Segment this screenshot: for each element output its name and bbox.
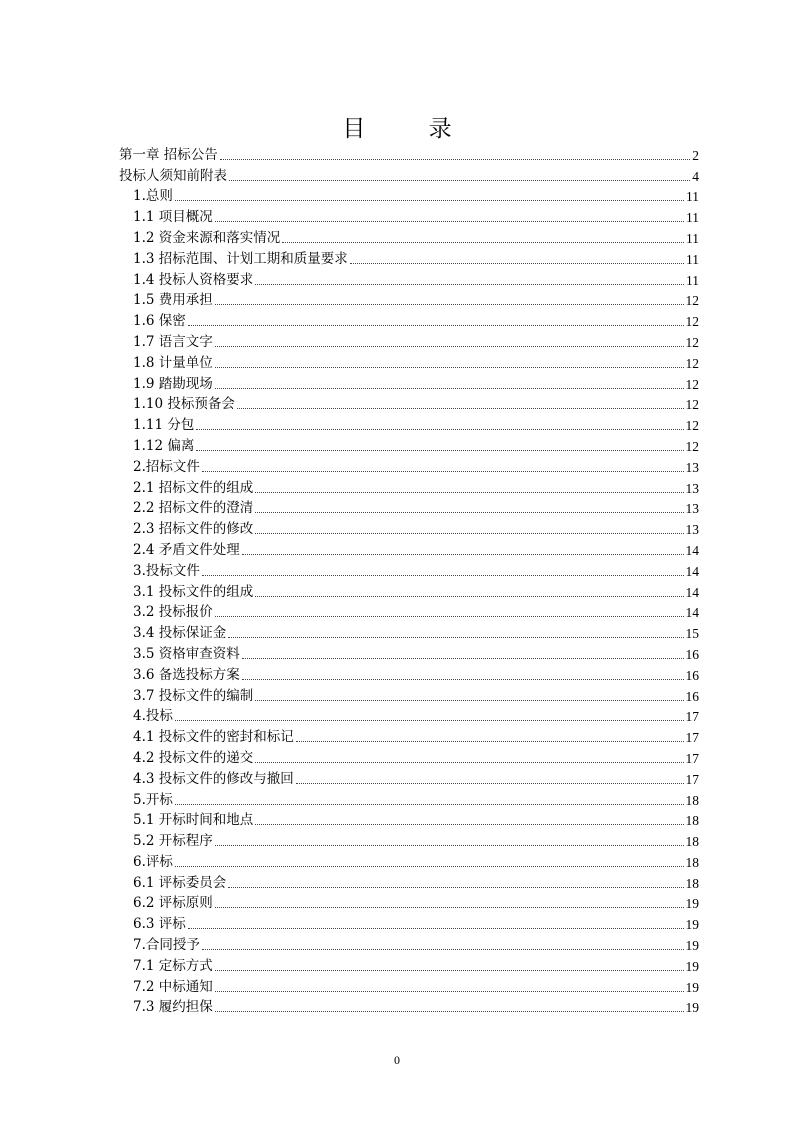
toc-entry-page: 18: [685, 792, 699, 808]
toc-entry-label: 1.6 保密: [133, 313, 186, 330]
toc-entry-page: 11: [686, 251, 699, 267]
toc-entry-page: 19: [685, 938, 699, 954]
toc-entry-page: 19: [685, 979, 699, 995]
toc-entry-label: 1.5 费用承担: [133, 292, 213, 309]
toc-entry[interactable]: [119, 455, 699, 476]
toc-entry[interactable]: [119, 829, 699, 850]
toc-entry[interactable]: [119, 497, 699, 518]
toc-entry-page: 13: [685, 522, 699, 538]
toc-entry-label: 3.2 投标报价: [133, 604, 213, 621]
toc-entry-label: 1.3 招标范围、计划工期和质量要求: [133, 250, 348, 267]
toc-entry[interactable]: [119, 580, 699, 601]
toc-leader-dots: [237, 407, 684, 409]
toc-entry-page: 17: [685, 709, 699, 725]
toc-entry-page: 13: [685, 480, 699, 496]
toc-entry-label: 4.1 投标文件的密封和标记: [133, 729, 294, 746]
toc-leader-dots: [228, 886, 683, 888]
toc-entry[interactable]: [119, 538, 699, 559]
toc-entry[interactable]: [119, 809, 699, 830]
toc-entry-label: 投标人须知前附表: [119, 167, 227, 184]
toc-entry-label: 1.1 项目概况: [133, 209, 213, 226]
toc-leader-dots: [188, 927, 684, 929]
toc-entry[interactable]: [119, 912, 699, 933]
toc-leader-dots: [215, 844, 684, 846]
toc-leader-dots: [175, 719, 684, 721]
toc-leader-dots: [229, 179, 690, 181]
toc-entry-page: 14: [685, 584, 699, 600]
toc-leader-dots: [215, 990, 684, 992]
toc-entry-page: 17: [685, 771, 699, 787]
toc-entry-page: 2: [692, 147, 699, 163]
toc-entry[interactable]: [119, 705, 699, 726]
toc-entry[interactable]: [119, 309, 699, 330]
toc-entry-label: 3.7 投标文件的编制: [133, 687, 254, 704]
toc-entry[interactable]: [119, 164, 699, 185]
toc-leader-dots: [175, 199, 684, 201]
toc-entry[interactable]: [119, 226, 699, 247]
toc-leader-dots: [255, 532, 683, 534]
toc-entry-label: 7.3 履约担保: [133, 999, 213, 1016]
toc-entry[interactable]: [119, 476, 699, 497]
toc-leader-dots: [220, 158, 690, 160]
toc-leader-dots: [188, 324, 684, 326]
toc-entry-label: 3.1 投标文件的组成: [133, 583, 254, 600]
toc-entry[interactable]: [119, 933, 699, 954]
toc-entry[interactable]: [119, 393, 699, 414]
toc-entry[interactable]: [119, 746, 699, 767]
toc-entry-label: 1.12 偏离: [133, 437, 195, 454]
toc-entry-label: 3.5 资格审查资料: [133, 645, 240, 662]
toc-leader-dots: [215, 387, 684, 389]
toc-entry-label: 4.投标: [133, 708, 173, 725]
toc-entry-label: 2.1 招标文件的组成: [133, 479, 254, 496]
toc-entry[interactable]: [119, 663, 699, 684]
toc-entry[interactable]: [119, 767, 699, 788]
toc-entry[interactable]: [119, 268, 699, 289]
toc-entry[interactable]: [119, 850, 699, 871]
toc-entry-label: 4.2 投标文件的递交: [133, 749, 254, 766]
toc-entry-label: 6.评标: [133, 853, 173, 870]
toc-entry-page: 12: [685, 418, 699, 434]
toc-entry-label: 2.2 招标文件的澄清: [133, 500, 254, 517]
toc-leader-dots: [228, 636, 683, 638]
toc-leader-dots: [255, 491, 683, 493]
toc-entry[interactable]: [119, 413, 699, 434]
toc-leader-dots: [242, 553, 684, 555]
toc-entry-page: 11: [686, 230, 699, 246]
toc-entry-label: 2.3 招标文件的修改: [133, 521, 254, 538]
toc-leader-dots: [350, 262, 684, 264]
toc-entry[interactable]: [119, 372, 699, 393]
toc-entry-page: 15: [685, 626, 699, 642]
toc-entry[interactable]: [119, 559, 699, 580]
toc-leader-dots: [215, 345, 684, 347]
toc-entry-label: 3.投标文件: [133, 562, 200, 579]
toc-leader-dots: [296, 782, 684, 784]
toc-entry[interactable]: [119, 601, 699, 622]
toc-entry[interactable]: [119, 725, 699, 746]
toc-leader-dots: [255, 823, 683, 825]
toc-entry[interactable]: [119, 330, 699, 351]
toc-entry-page: 14: [685, 563, 699, 579]
toc-title: 目 录: [342, 116, 480, 142]
toc-entry-page: 11: [686, 210, 699, 226]
toc-leader-dots: [202, 948, 684, 950]
toc-leader-dots: [296, 740, 684, 742]
toc-entry-page: 19: [685, 958, 699, 974]
toc-leader-dots: [255, 699, 683, 701]
toc-entry[interactable]: [119, 892, 699, 913]
toc-entry-page: 17: [685, 750, 699, 766]
toc-leader-dots: [175, 865, 684, 867]
toc-entry[interactable]: [119, 642, 699, 663]
toc-entry-label: 1.10 投标预备会: [133, 396, 235, 413]
toc-entry-page: 14: [685, 605, 699, 621]
toc-entry[interactable]: [119, 517, 699, 538]
toc-entry-label: 1.11 分包: [133, 417, 195, 434]
toc-leader-dots: [196, 449, 683, 451]
toc-entry-label: 1.8 计量单位: [133, 354, 213, 371]
toc-entry-label: 5.1 开标时间和地点: [133, 812, 254, 829]
table-of-contents: [119, 143, 699, 1016]
toc-entry-label: 6.3 评标: [133, 916, 186, 933]
toc-leader-dots: [255, 283, 684, 285]
toc-entry-page: 13: [685, 501, 699, 517]
toc-entry-label: 7.2 中标通知: [133, 978, 213, 995]
toc-entry-label: 1.总则: [133, 188, 173, 205]
toc-entry-page: 17: [685, 730, 699, 746]
toc-entry-page: 16: [685, 646, 699, 662]
toc-entry-page: 12: [685, 334, 699, 350]
page-number: 0: [394, 1053, 400, 1067]
toc-entry-label: 6.1 评标委员会: [133, 874, 227, 891]
toc-entry[interactable]: [119, 621, 699, 642]
toc-leader-dots: [215, 1010, 684, 1012]
toc-entry-label: 7.1 定标方式: [133, 957, 213, 974]
toc-entry-page: 16: [685, 667, 699, 683]
toc-entry[interactable]: [119, 185, 699, 206]
toc-entry-label: 7.合同授予: [133, 937, 200, 954]
toc-leader-dots: [255, 761, 683, 763]
toc-entry-label: 4.3 投标文件的修改与撤回: [133, 770, 294, 787]
toc-leader-dots: [202, 470, 684, 472]
toc-leader-dots: [175, 803, 684, 805]
toc-entry-page: 12: [685, 314, 699, 330]
toc-entry-label: 1.7 语言文字: [133, 333, 213, 350]
toc-entry-page: 18: [685, 854, 699, 870]
toc-leader-dots: [215, 969, 684, 971]
toc-entry-label: 3.4 投标保证金: [133, 625, 227, 642]
toc-entry-page: 19: [685, 917, 699, 933]
toc-entry-page: 11: [686, 272, 699, 288]
toc-entry[interactable]: [119, 788, 699, 809]
toc-leader-dots: [215, 615, 684, 617]
toc-entry-page: 19: [685, 896, 699, 912]
toc-entry[interactable]: [119, 434, 699, 455]
toc-leader-dots: [242, 657, 684, 659]
toc-entry-page: 12: [685, 438, 699, 454]
toc-leader-dots: [215, 303, 684, 305]
toc-leader-dots: [215, 366, 684, 368]
toc-entry-page: 12: [685, 376, 699, 392]
toc-leader-dots: [215, 906, 684, 908]
toc-leader-dots: [255, 595, 683, 597]
toc-entry-label: 1.4 投标人资格要求: [133, 271, 254, 288]
toc-leader-dots: [196, 428, 683, 430]
toc-entry-page: 11: [686, 189, 699, 205]
toc-entry[interactable]: [119, 871, 699, 892]
toc-entry-page: 19: [685, 1000, 699, 1016]
toc-entry[interactable]: [119, 289, 699, 310]
toc-entry-page: 12: [685, 355, 699, 371]
toc-entry-label: 1.2 资金来源和落实情况: [133, 229, 281, 246]
toc-entry-label: 5.开标: [133, 791, 173, 808]
toc-entry-page: 14: [685, 542, 699, 558]
toc-entry-page: 13: [685, 459, 699, 475]
toc-entry-label: 3.6 备选投标方案: [133, 666, 240, 683]
toc-entry-label: 2.4 矛盾文件处理: [133, 541, 240, 558]
toc-entry-page: 18: [685, 834, 699, 850]
toc-leader-dots: [255, 511, 683, 513]
toc-entry-page: 16: [685, 688, 699, 704]
toc-entry-label: 2.招标文件: [133, 458, 200, 475]
toc-entry-label: 1.9 踏勘现场: [133, 375, 213, 392]
toc-entry-page: 18: [685, 875, 699, 891]
toc-entry-page: 18: [685, 813, 699, 829]
toc-entry-label: 5.2 开标程序: [133, 833, 213, 850]
toc-entry-label: 6.2 评标原则: [133, 895, 213, 912]
toc-entry[interactable]: [119, 684, 699, 705]
toc-entry-page: 12: [685, 397, 699, 413]
toc-entry-page: 4: [692, 168, 699, 184]
toc-entry[interactable]: [119, 975, 699, 996]
toc-entry[interactable]: [119, 954, 699, 975]
toc-entry[interactable]: [119, 205, 699, 226]
toc-entry-page: 12: [685, 293, 699, 309]
toc-entry[interactable]: [119, 351, 699, 372]
toc-leader-dots: [215, 220, 684, 222]
toc-entry[interactable]: [119, 143, 699, 164]
toc-entry-label: 第一章 招标公告: [119, 146, 218, 163]
toc-leader-dots: [282, 241, 684, 243]
toc-leader-dots: [202, 574, 684, 576]
toc-leader-dots: [242, 678, 684, 680]
toc-entry[interactable]: [119, 996, 699, 1017]
toc-entry[interactable]: [119, 247, 699, 268]
